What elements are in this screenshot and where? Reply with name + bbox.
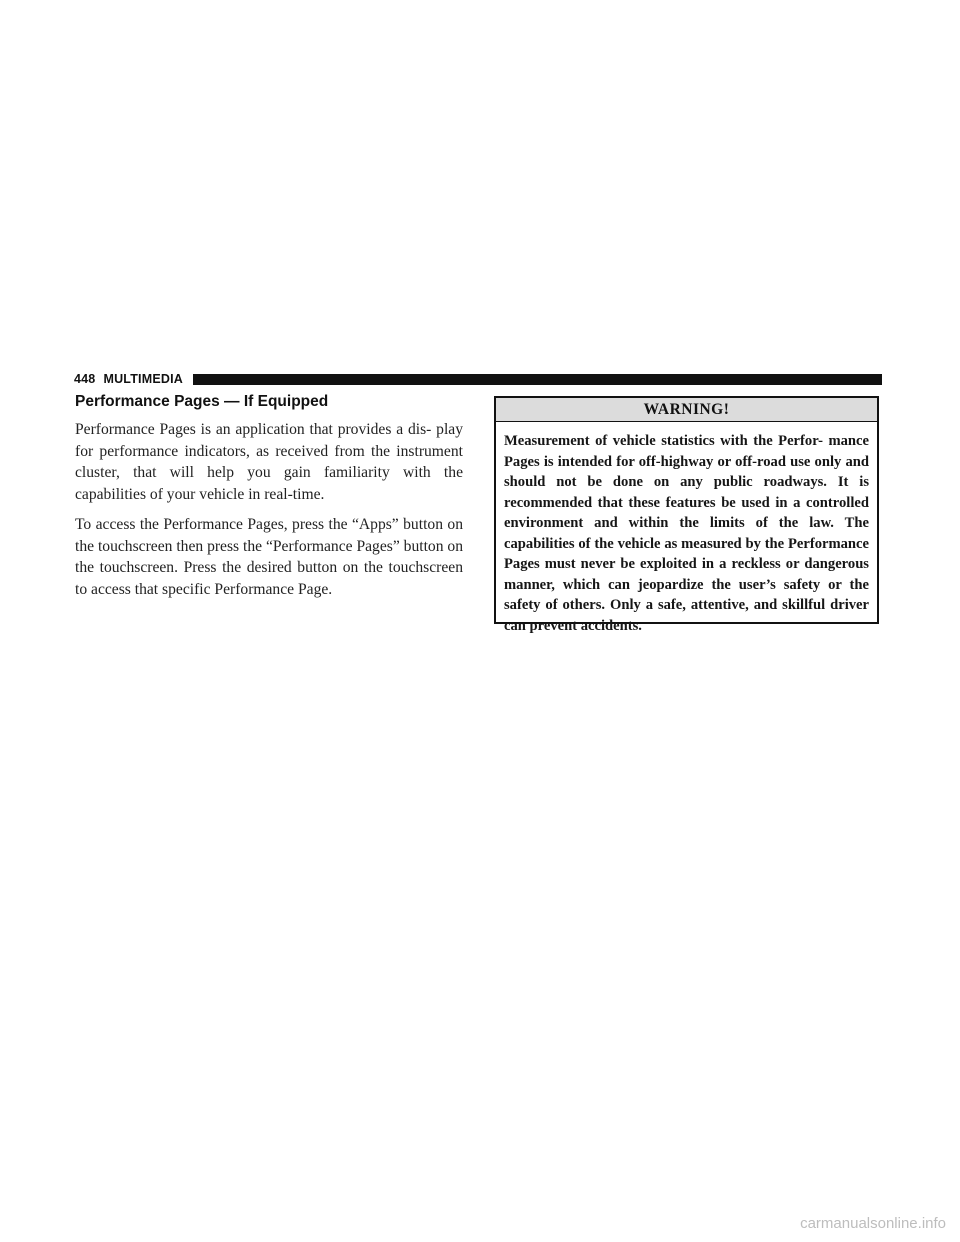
page-number: 448 bbox=[74, 372, 96, 386]
warning-title: WARNING! bbox=[496, 398, 877, 422]
paragraph-access: To access the Performance Pages, press the “Apps” button on the touchscreen then press the “Performance Pages” button on the touchscreen. Press the desired button on the touchscreen to access that specific Performance Page. bbox=[75, 516, 463, 598]
section-name: MULTIMEDIA bbox=[103, 372, 184, 386]
section-title: Performance Pages — If Equipped bbox=[75, 393, 329, 410]
main-column bbox=[75, 393, 463, 609]
page-header bbox=[74, 371, 882, 387]
header-rule bbox=[193, 374, 882, 385]
paragraph-intro: Performance Pages is an application that provides a dis- play for performance indicators, as received from the instrument cluster, that will help you gain familiarity with the capabilities of your vehicle in real-time. bbox=[75, 421, 463, 503]
watermark-link[interactable]: carmanualsonline.info bbox=[800, 1215, 946, 1232]
warning-box bbox=[494, 396, 879, 634]
warning-text: Measurement of vehicle statistics with the Perfor- mance Pages is intended for off-highway or off-road use only and should not be done on any public roadways. It is recommended that these features be used in a controlled environment and within the limits of the law. The capabilities of the vehicle as measured by the Performance Pages must never be exploited in a reckless or dangerous manner, which can jeopardize the user’s safety or the safety of others. Only a safe, attentive, and skillful driver can prevent accidents. bbox=[504, 433, 869, 634]
